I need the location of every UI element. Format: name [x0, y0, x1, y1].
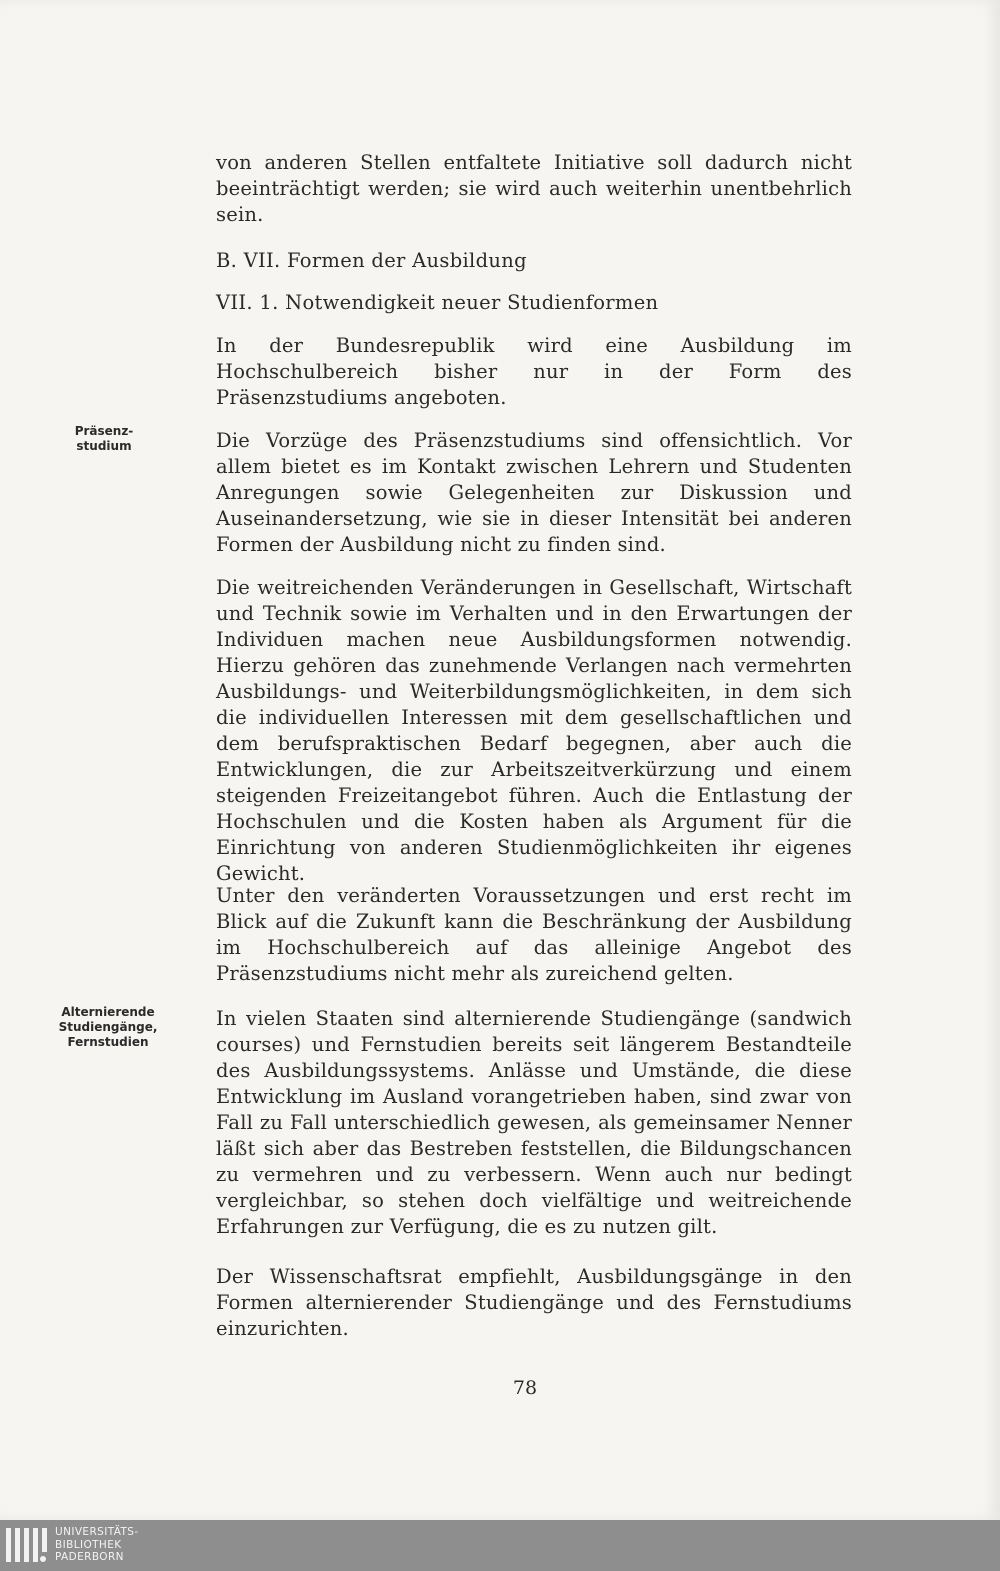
logo-dot-icon: [40, 1556, 46, 1562]
page-number: 78: [512, 1377, 538, 1399]
subsection-heading: VII. 1. Notwendigkeit neuer Studienformen: [216, 291, 659, 314]
section-heading: B. VII. Formen der Ausbildung: [216, 249, 527, 272]
paragraph-intro: von anderen Stellen entfaltete Initiative soll dadurch nicht beeinträchtigt werden; sie wird auch weiterhin unentbehrlich sein.: [216, 151, 852, 226]
library-footer: [0, 1520, 1000, 1571]
paragraph-veraenderungen: Die weitreichenden Veränderungen in Gesellschaft, Wirtschaft und Technik sowie im Verhalten und in den Erwartungen der Individuen machen neue Ausbildungsformen notwendig. Hierzu gehören das zunehmende Verlangen nach vermehrten Ausbildungs- und Weiterbildungsmöglichkeiten, in dem sich die individuellen Interessen mit dem gesellschaftlichen und dem berufspraktischen Bedarf begegnen, aber auch die Entwicklungen, die zur Arbeitszeitverkürzung und einem steigenden Freizeitangebot führen. Auch die Entlastung der Hochschulen und die Kosten haben als Argument für die Einrichtung von anderen Studienmöglichkeiten ihr eigenes Gewicht.: [216, 576, 852, 885]
paragraph-vorzuege: Die Vorzüge des Präsenzstudiums sind offensichtlich. Vor allem bietet es im Kontakt zwischen Lehrern und Studenten Anregungen sowie Gelegenheiten zur Diskussion und Auseinandersetzung, wie sie in dieser Intensität bei anderen Formen der Ausbildung nicht zu finden sind.: [216, 429, 852, 556]
library-name: UNIVERSITÄTS- BIBLIOTHEK PADERBORN: [55, 1526, 139, 1563]
paragraph-voraussetzungen: Unter den veränderten Voraussetzungen und erst recht im Blick auf die Zukunft kann die Beschränkung der Ausbildung im Hochschulbereich auf das alleinige Angebot des Präsenzstudiums nicht mehr als zureichend gelten.: [216, 884, 852, 985]
margin-note-alternierende: Alternierende Studiengänge, Fernstudien: [58, 1005, 158, 1049]
paragraph-staaten: In vielen Staaten sind alternierende Studiengänge (sandwich courses) und Fernstudien bereits seit längerem Bestandteile des Ausbildungssystems. Anlässe und Umstände, die diese Entwicklung im Ausland vorangetrieben haben, sind zwar von Fall zu Fall unterschiedlich gewesen, als gemeinsamer Nenner läßt sich aber das Bestreben feststellen, die Bildungschancen zu vermehren und zu verbessern. Wenn auch nur bedingt vergleichbar, so stehen doch vielfältige und weitreichende Erfahrungen zur Verfügung, die es zu nutzen gilt.: [216, 1007, 852, 1238]
paragraph-bundesrepublik: In der Bundesrepublik wird eine Ausbildung im Hochschulbereich bisher nur in der Form des Präsenzstudiums angeboten.: [216, 334, 852, 409]
margin-note-praesenzstudium: Präsenz- studium: [74, 424, 134, 453]
paragraph-empfehlung: Der Wissenschaftsrat empfiehlt, Ausbildungsgänge in den Formen alternierender Studiengänge und des Fernstudiums einzurichten.: [216, 1265, 852, 1340]
